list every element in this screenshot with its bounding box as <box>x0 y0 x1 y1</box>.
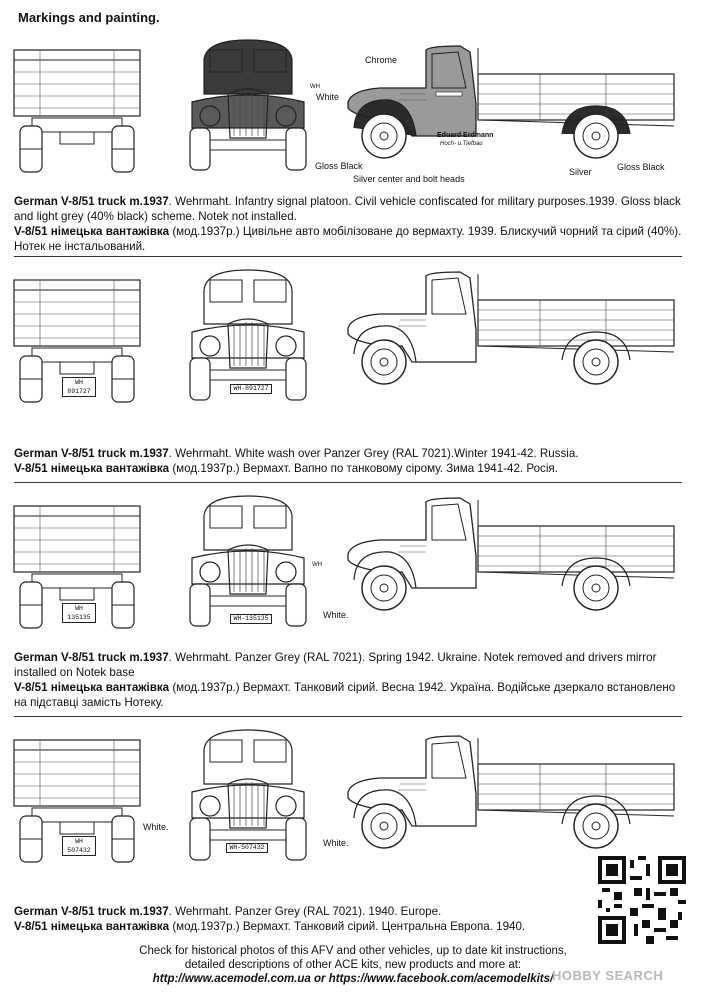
door-marking-name: Eduard Erdmann <box>437 132 494 139</box>
watermark-logo: HOBBY SEARCH <box>552 968 664 983</box>
callout-wh-small-3: WH <box>312 562 322 568</box>
section-divider-1 <box>14 256 682 257</box>
side-view-2 <box>340 270 686 388</box>
rear-plate-3: WH 135135 <box>62 603 96 623</box>
callout-silver-center: Silver center and bolt heads <box>353 174 465 184</box>
caption-2 <box>14 446 690 476</box>
caption-4-ua: V-8/51 німецька вантажівка (мод.1937р.) Вермахт. Танковий сірий. Центральна Европа. 1940. <box>14 920 526 933</box>
qr-code[interactable] <box>598 856 686 944</box>
callout-chrome: Chrome <box>365 55 398 65</box>
caption-2-ua: V-8/51 німецька вантажівка (мод.1937р.) Вермахт. Вапно по танковому сірому. Зима 1941-42. Росія. <box>14 462 558 475</box>
footer-links[interactable]: http://www.acemodel.com.ua or https://www.facebook.com/acemodelkits/ <box>152 973 554 985</box>
callout-white-4a: White. <box>143 822 169 832</box>
caption-3-en: German V-8/51 truck m.1937. Wehrmaht. Panzer Grey (RAL 7021). Spring 1942. Ukraine. Notek removed and drivers mirror installed on Notek base <box>14 651 657 679</box>
caption-3-ua: V-8/51 німецька вантажівка (мод.1937р.) Вермахт. Танковий сірий. Весна 1942. Україна. Водійське дзеркало встановлено на підставці замість Нотеку. <box>14 681 676 709</box>
rear-view-1 <box>12 40 146 174</box>
callout-gloss-black-1: Gloss Black <box>315 161 363 171</box>
caption-1-en: German V-8/51 truck m.1937. Wehrmaht. Infantry signal platoon. Civil vehicle confiscated for military purposes.1939. Gloss black and light grey (40% black) scheme. Notek not installed. <box>14 195 681 223</box>
callout-white-4b: White. <box>323 838 349 848</box>
side-view-3 <box>340 496 686 614</box>
callout-white: White <box>316 92 340 102</box>
front-plate-4: WH-507432 <box>226 843 268 853</box>
rear-plate-4: WH 507432 <box>62 836 96 856</box>
page-title: Markings and painting. <box>18 10 160 25</box>
front-view-4 <box>182 726 316 862</box>
front-view-3 <box>182 492 316 628</box>
footer-line-1: Check for historical photos of this AFV and other vehicles, up to date kit instructions, <box>139 945 567 957</box>
caption-1-ua: V-8/51 німецька вантажівка (мод.1937р.) Цивільне авто мобілізоване до вермахту. 1939. Блискучий чорний та сірий (40%). Нотек не інстальований. <box>14 225 682 253</box>
caption-4-en: German V-8/51 truck m.1937. Wehrmaht. Panzer Grey (RAL 7021). 1940. Europe. <box>14 905 442 918</box>
front-plate-2: WH-891727 <box>230 384 272 394</box>
callout-silver: Silver <box>569 167 592 177</box>
side-view-4 <box>340 734 686 852</box>
section-divider-3 <box>14 716 682 717</box>
front-plate-3: WH-135135 <box>230 614 272 624</box>
caption-3 <box>14 650 690 710</box>
front-view-1 <box>182 36 316 172</box>
callout-gloss-black-2: Gloss Black <box>617 162 665 172</box>
caption-2-en: German V-8/51 truck m.1937. Wehrmaht. White wash over Panzer Grey (RAL 7021).Winter 1941-42. Russia. <box>14 447 579 460</box>
callout-white-3: White. <box>323 610 349 620</box>
front-view-2 <box>182 266 316 402</box>
footer-line-2: detailed descriptions of other ACE kits, new products and more at: <box>184 959 522 971</box>
caption-4 <box>14 904 690 934</box>
rear-plate-2: WH 891727 <box>62 377 96 397</box>
callout-wh-small: WH <box>310 84 320 90</box>
section-divider-2 <box>14 482 682 483</box>
door-marking-sub: Hoch- u.Tiefbau <box>440 141 483 147</box>
caption-1 <box>14 194 690 254</box>
